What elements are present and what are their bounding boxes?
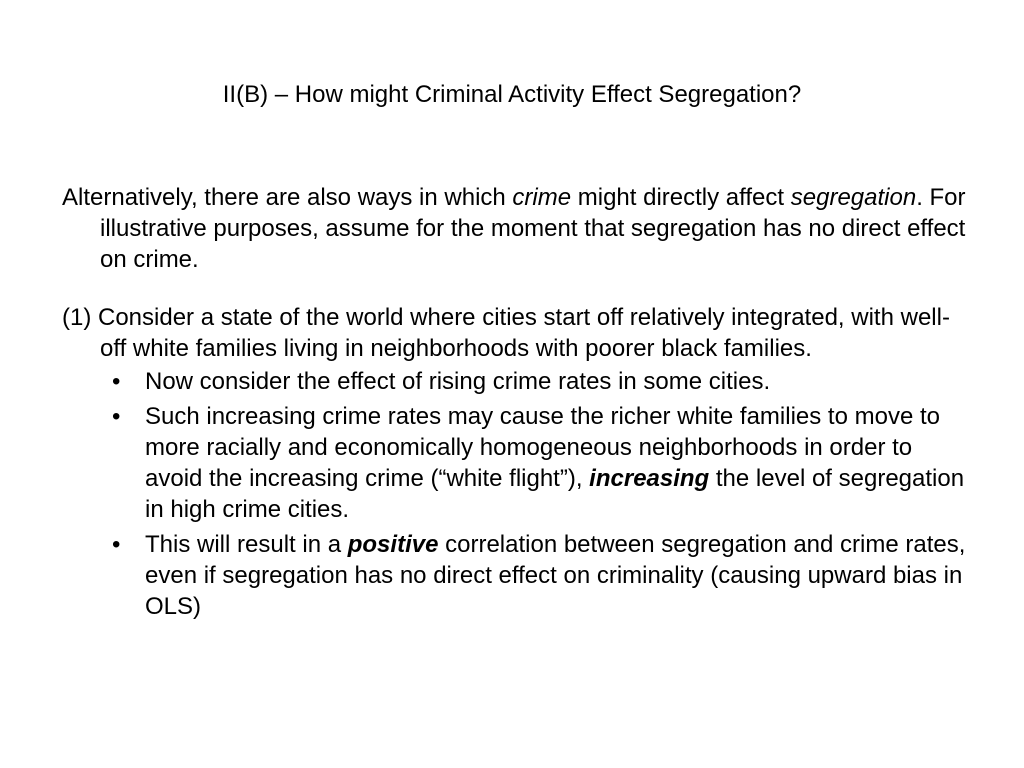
emphasis-crime: crime <box>512 184 572 211</box>
bullet-icon: • <box>112 368 121 395</box>
bullet-text: correlation between segregation and crime rates, even if segregation has no direct effect on criminality (causing upward bias in OLS) <box>145 531 966 620</box>
emphasis-segregation: segregation <box>790 184 917 211</box>
paragraph-text: . For illustrative purposes, assume for the moment that segregation has no direct effect on crime. <box>100 184 966 273</box>
slide-body <box>62 182 972 622</box>
slide-title: II(B) – How might Criminal Activity Effect Segregation? <box>222 81 802 108</box>
paragraph-consider <box>62 302 972 364</box>
emphasis-positive: positive <box>347 531 439 558</box>
bullet-list <box>62 366 972 622</box>
bullet-text: Such increasing crime rates may cause the richer white families to move to more racially and economically homogeneous neighborhoods in order to avoid the increasing crime (“white flight”), <box>145 403 940 492</box>
paragraph-alternatively <box>62 182 972 275</box>
bullet-text: the level of segregation in high crime cities. <box>145 465 965 523</box>
bullet-item <box>62 401 972 525</box>
emphasis-increasing: increasing <box>589 465 710 492</box>
bullet-text: Now consider the effect of rising crime rates in some cities. <box>145 368 771 395</box>
paragraph-text: Alternatively, there are also ways in which <box>62 184 513 211</box>
bullet-item <box>62 366 972 397</box>
bullet-item <box>62 529 972 622</box>
bullet-text: This will result in a <box>145 531 348 558</box>
bullet-icon: • <box>112 403 121 430</box>
bullet-icon: • <box>112 531 121 558</box>
paragraph-text: might directly affect <box>571 184 791 211</box>
paragraph-text: (1) Consider a state of the world where cities start off relatively integrated, with well-off white families living in neighborhoods with poorer black families. <box>62 304 950 362</box>
